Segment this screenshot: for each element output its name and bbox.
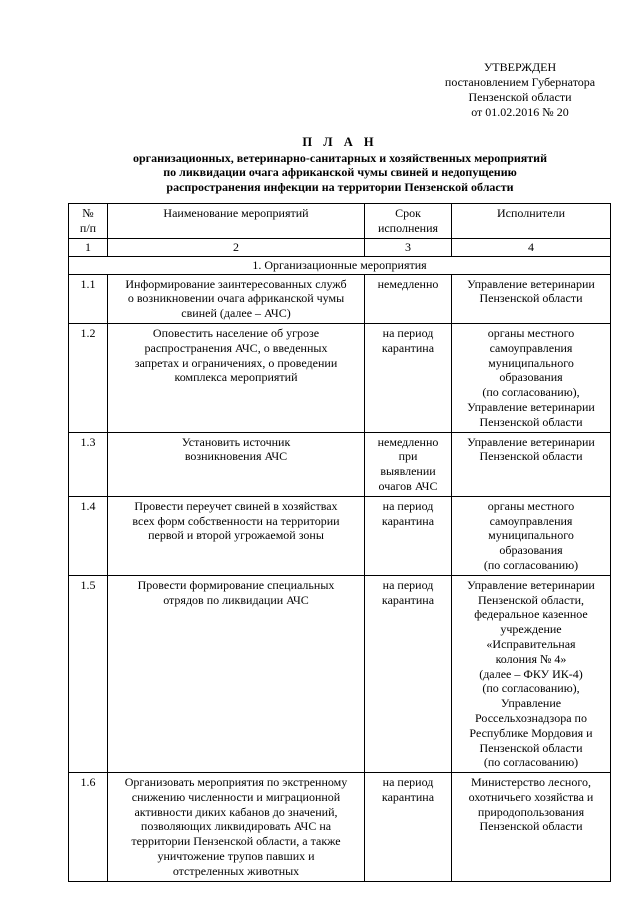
row-term: немедленно <box>365 274 452 323</box>
approval-block <box>420 60 620 120</box>
section-row <box>69 256 611 274</box>
row-executors: органы местного самоуправления муниципального образования (по согласованию), Управление ветеринарии Пензенской области <box>452 323 611 432</box>
column-number: 4 <box>452 239 611 257</box>
header-number: № п/п <box>69 204 108 239</box>
approval-status: УТВЕРЖДЕН <box>483 60 557 74</box>
plan-title-line-2: по ликвидации очага африканской чумы свиней и недопущению <box>163 165 517 179</box>
row-name: Провести переучет свиней в хозяйствах всех форм собственности на территории первой и второй угрожаемой зоны <box>108 496 365 575</box>
row-term: на период карантина <box>365 575 452 772</box>
row-name: Организовать мероприятия по экстренному снижению численности и миграционной активности диких кабанов до значений, позволяющих ликвидировать АЧС на территории Пензенской области, а также уничтожение трупов павших и отстреленных животных <box>108 773 365 882</box>
header-row <box>69 204 611 239</box>
row-number: 1.4 <box>69 496 108 575</box>
header-executors: Исполнители <box>452 204 611 239</box>
row-number: 1.6 <box>69 773 108 882</box>
table-row <box>69 274 611 323</box>
row-name: Провести формирование специальных отрядов по ликвидации АЧС <box>108 575 365 772</box>
approval-line-3: от 01.02.2016 № 20 <box>471 105 569 119</box>
row-term: немедленно при выявлении очагов АЧС <box>365 432 452 496</box>
row-executors: Управление ветеринарии Пензенской области, федеральное казенное учреждение «Исправительная колония № 4» (далее – ФКУ ИК-4) (по согласованию), Управление Россельхознадзора по Республике Мордовия и Пензенской области (по согласованию) <box>452 575 611 772</box>
approval-line-1: постановлением Губернатора <box>444 75 596 89</box>
row-executors: Управление ветеринарии Пензенской области <box>452 274 611 323</box>
plan-word: П Л А Н <box>302 135 378 149</box>
table-row <box>69 432 611 496</box>
row-number: 1.3 <box>69 432 108 496</box>
row-term: на период карантина <box>365 773 452 882</box>
plan-title-line-3: распространения инфекции на территории Пензенской области <box>166 179 514 194</box>
row-name: Установить источник возникновения АЧС <box>108 432 365 496</box>
plan-table <box>68 203 611 882</box>
row-executors: Управление ветеринарии Пензенской области <box>452 432 611 496</box>
column-number: 2 <box>108 239 365 257</box>
table-row <box>69 575 611 772</box>
row-executors: Министерство лесного, охотничьего хозяйства и природопользования Пензенской области <box>452 773 611 882</box>
row-name: Оповестить население об угрозе распространения АЧС, о введенных запретах и ограничениях, о проведении комплекса мероприятий <box>108 323 365 432</box>
section-title: 1. Организационные мероприятия <box>69 256 611 274</box>
header-term: Срок исполнения <box>365 204 452 239</box>
column-number-row <box>69 239 611 257</box>
row-term: на период карантина <box>365 323 452 432</box>
table-row <box>69 773 611 882</box>
row-term: на период карантина <box>365 496 452 575</box>
table-row <box>69 496 611 575</box>
row-number: 1.1 <box>69 274 108 323</box>
row-number: 1.5 <box>69 575 108 772</box>
column-number: 3 <box>365 239 452 257</box>
header-name: Наименование мероприятий <box>108 204 365 239</box>
row-executors: органы местного самоуправления муниципального образования (по согласованию) <box>452 496 611 575</box>
table-row <box>69 323 611 432</box>
row-number: 1.2 <box>69 323 108 432</box>
row-name: Информирование заинтересованных служб о возникновении очага африканской чумы свиней (далее – АЧС) <box>108 274 365 323</box>
plan-title-line-1: организационных, ветеринарно-санитарных и хозяйственных мероприятий <box>132 150 547 165</box>
plan-title <box>60 135 620 194</box>
approval-line-2: Пензенской области <box>468 90 572 104</box>
column-number: 1 <box>69 239 108 257</box>
